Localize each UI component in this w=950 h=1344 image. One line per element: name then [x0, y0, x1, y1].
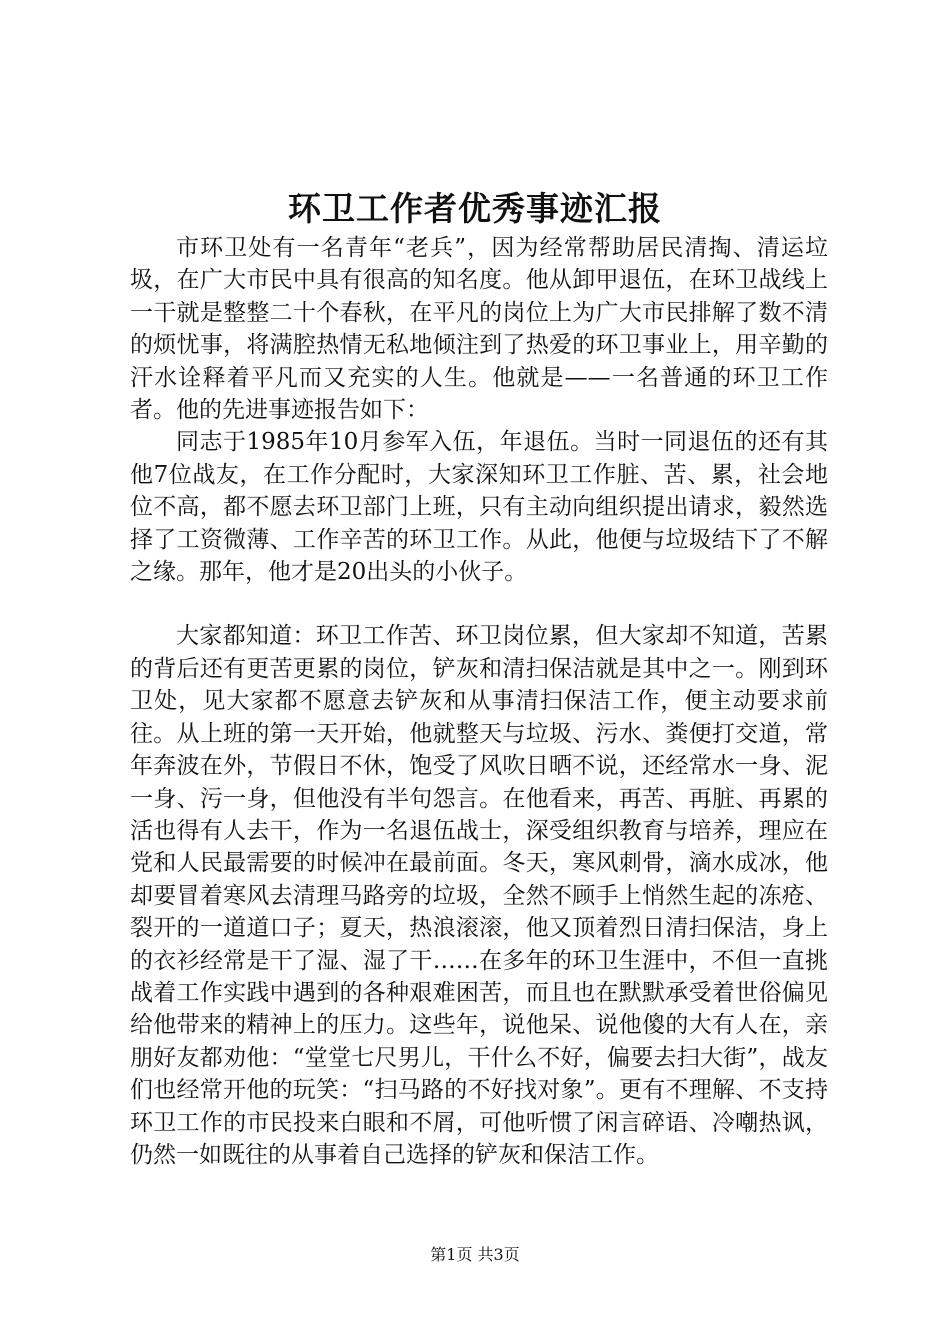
document-body [130, 232, 828, 1171]
paragraph-hardship: 大家都知道：环卫工作苦、环卫岗位累，但大家却不知道，苦累的背后还有更苦更累的岗位，铲灰和清扫保洁就是其中之一。刚到环卫处，见大家都不愿意去铲灰和从事清扫保洁工作，便主动要求前往。从上班的第一天开始，他就整天与垃圾、污水、粪便打交道，常年奔波在外，节假日不休，饱受了风吹日晒不说，还经常水一身、泥一身、污一身，但他没有半句怨言。在他看来，再苦、再脏、再累的活也得有人去干，作为一名退伍战士，深受组织教育与培养，理应在党和人民最需要的时候冲在最前面。冬天，寒风刺骨，滴水成冰，他却要冒着寒风去清理马路旁的垃圾，全然不顾手上悄然生起的冻疮、裂开的一道道口子；夏天，热浪滚滚，他又顶着烈日清扫保洁，身上的衣衫经常是干了湿、湿了干……在多年的环卫生涯中，不但一直挑战着工作实践中遇到的各种艰难困苦，而且也在默默承受着世俗偏见给他带来的精神上的压力。这些年，说他呆、说他傻的大有人在，亲朋好友都劝他：“堂堂七尺男儿，干什么不好，偏要去扫大街”，战友们也经常开他的玩笑：“扫马路的不好找对象”。更有不理解、不支持环卫工作的市民投来白眼和不屑，可他听惯了闲言碎语、冷嘲热讽，仍然一如既往的从事着自己选择的铲灰和保洁工作。 [130, 623, 828, 1168]
document-title: 环卫工作者优秀事迹汇报 [288, 189, 662, 228]
page-number-footer: 第1页 共3页 [430, 1245, 520, 1264]
paragraph-intro: 市环卫处有一名青年“老兵”，因为经常帮助居民清掏、清运垃圾，在广大市民中具有很高的知名度。他从卸甲退伍，在环卫战线上一干就是整整二十个春秋，在平凡的岗位上为广大市民排解了数不清的烦忧事，将满腔热情无私地倾注到了热爱的环卫事业上，用辛勤的汗水诠释着平凡而又充实的人生。他就是——一名普通的环卫工作者。他的先进事迹报告如下： [130, 235, 828, 424]
paragraph-spacer [130, 588, 828, 620]
paragraph-enlistment: 同志于1985年10月参军入伍，年退伍。当时一同退伍的还有其他7位战友，在工作分配时，大家深知环卫工作脏、苦、累，社会地位不高，都不愿去环卫部门上班，只有主动向组织提出请求，毅然选择了工资微薄、工作辛苦的环卫工作。从此，他便与垃圾结下了不解之缘。那年，他才是20出头的小伙子。 [130, 429, 828, 586]
